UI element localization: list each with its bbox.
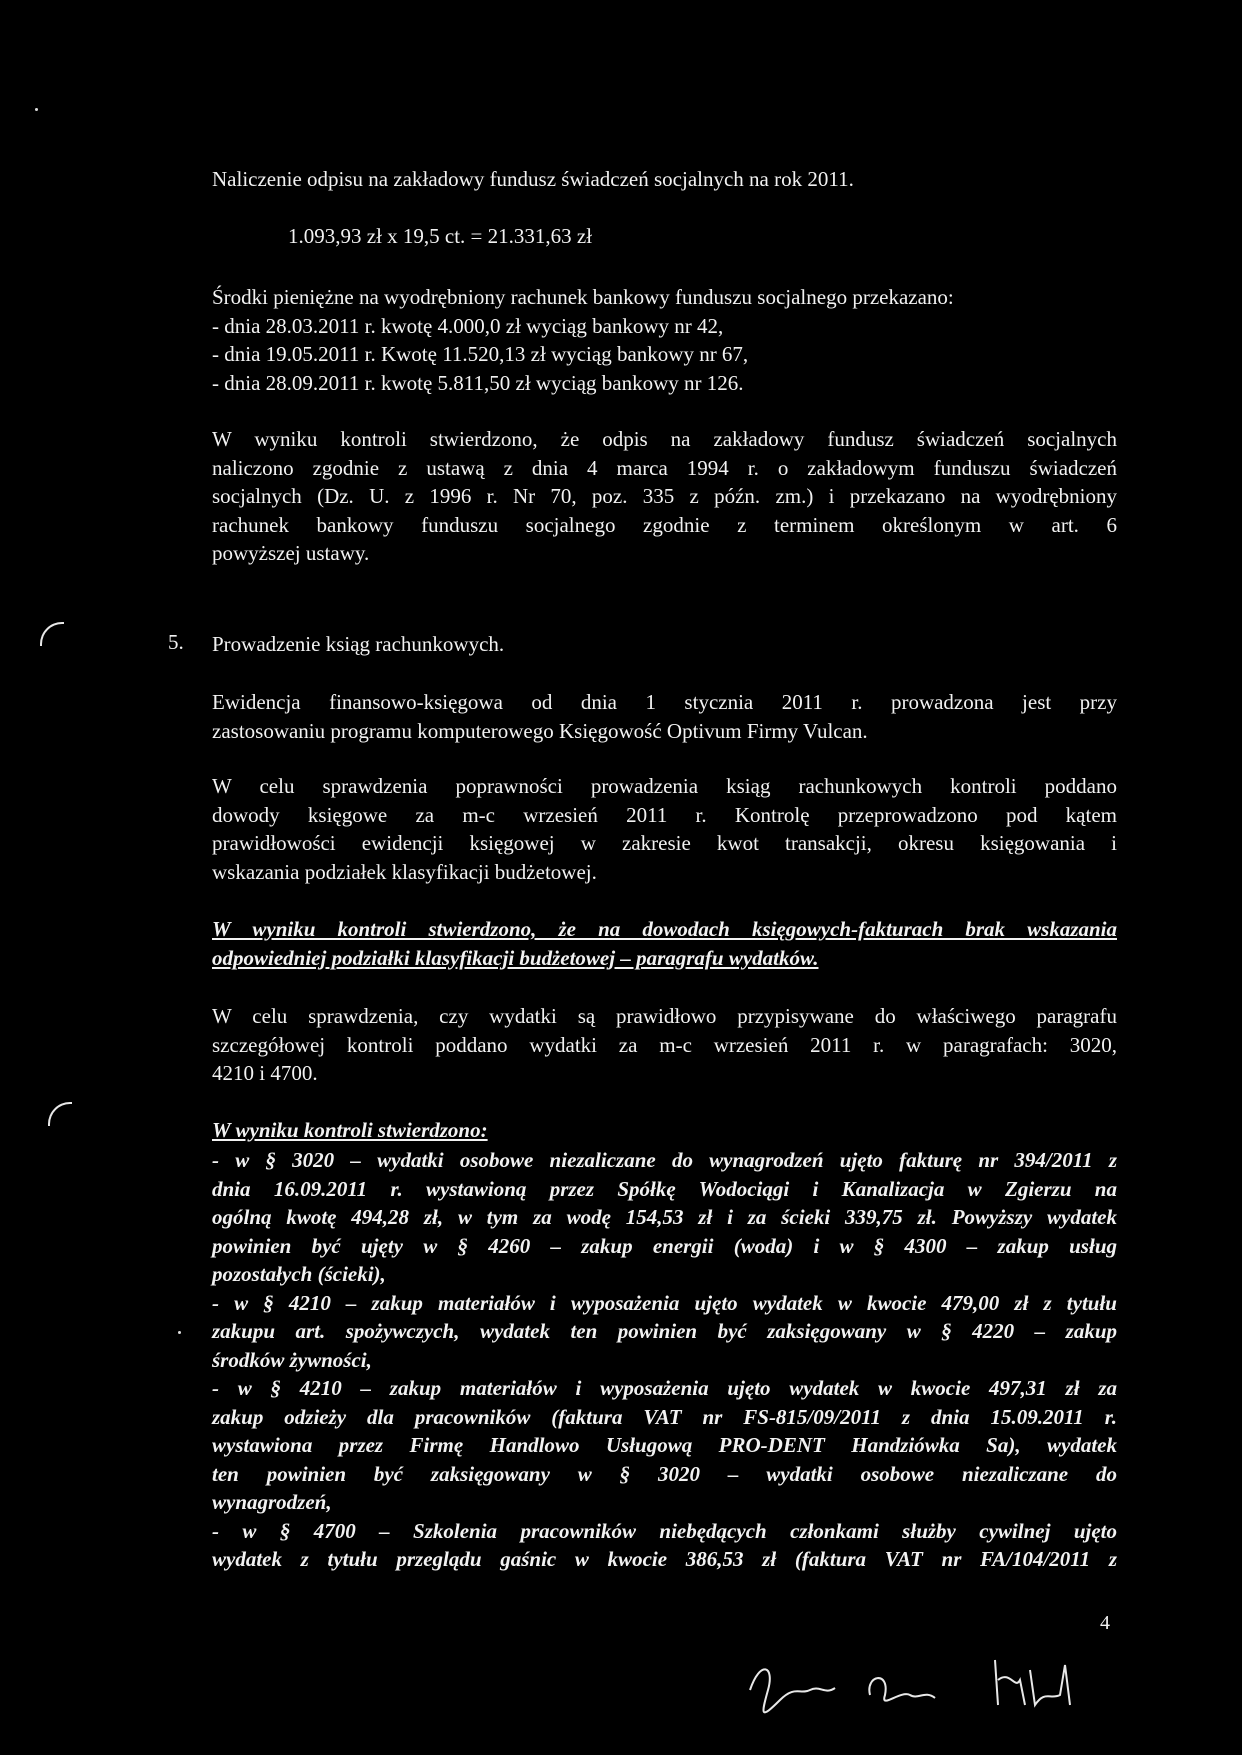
section-title: Prowadzenie ksiąg rachunkowych. bbox=[212, 632, 505, 656]
text-line: wydatek z tytułu przeglądu gaśnic w kwocie 386,53 zł (faktura VAT nr FA/104/2011 z bbox=[212, 1547, 1117, 1571]
control-paragraph-1 bbox=[212, 425, 1117, 568]
text-line: powyższej ustawy. bbox=[212, 541, 370, 565]
page-number: 4 bbox=[1100, 1612, 1110, 1634]
text-line: wystawiona przez Firmę Handlowo Usługową PRO-DENT Handziówka Sa), wydatek bbox=[212, 1433, 1117, 1457]
scan-speck bbox=[35, 108, 38, 111]
records-paragraph bbox=[212, 688, 1117, 745]
transfer-item: - dnia 28.03.2011 r. kwotę 4.000,0 zł wyciąg bankowy nr 42, bbox=[212, 313, 724, 338]
transfers-section bbox=[212, 283, 1117, 397]
transfer-item: - dnia 19.05.2011 r. Kwotę 11.520,13 zł wyciąg bankowy nr 67, bbox=[212, 342, 749, 366]
text-line: W wyniku kontroli stwierdzono, że na dowodach księgowych-fakturach brak wskazania bbox=[212, 917, 1117, 941]
text-line: W wyniku kontroli stwierdzono, że odpis na zakładowy fundusz świadczeń socjalnych bbox=[212, 427, 1117, 451]
text-line: - w § 4210 – zakup materiałów i wyposażenia ujęto wydatek w kwocie 479,00 zł z tytułu bbox=[212, 1290, 1117, 1315]
text-line: socjalnych (Dz. U. z 1996 r. Nr 70, poz. 335 z późn. zm.) i przekazano na wyodrębniony bbox=[212, 484, 1117, 508]
hole-punch-mark-top bbox=[40, 622, 64, 646]
text-line: zastosowaniu programu komputerowego Księgowość Optivum Firmy Vulcan. bbox=[212, 718, 868, 743]
text-line: 4210 i 4700. bbox=[212, 1061, 318, 1085]
finding-2-list bbox=[212, 1146, 1117, 1574]
text-line: naliczono zgodnie z ustawą z dnia 4 marca 1994 r. o zakładowym funduszu świadczeń bbox=[212, 455, 1117, 480]
scan-speck bbox=[178, 1331, 181, 1334]
allowance-heading: Naliczenie odpisu na zakładowy fundusz świadczeń socjalnych na rok 2011. bbox=[212, 167, 854, 191]
text-line: powinien być ujęty w § 4260 – zakup energii (woda) i w § 4300 – zakup usług bbox=[212, 1233, 1117, 1258]
allowance-formula: 1.093,93 zł x 19,5 ct. = 21.331,63 zł bbox=[288, 224, 593, 248]
text-line: prawidłowości ewidencji księgowej w zakresie kwot transakcji, okresu księgowania i bbox=[212, 831, 1117, 855]
text-line: Ewidencja finansowo-księgowa od dnia 1 stycznia 2011 r. prowadzona jest przy bbox=[212, 690, 1117, 714]
text-line: ogólną kwotę 494,28 zł, w tym za wodę 154,53 zł i za ścieki 339,75 zł. Powyższy wydatek bbox=[212, 1205, 1117, 1229]
transfer-item: - dnia 28.09.2011 r. kwotę 5.811,50 zł wyciąg bankowy nr 126. bbox=[212, 370, 744, 395]
text-line: zakupu art. spożywczych, wydatek ten powinien być zaksięgowany w § 4220 – zakup bbox=[212, 1319, 1117, 1343]
text-line: dnia 16.09.2011 r. wystawioną przez Spółkę Wodociągi i Kanalizacja w Zgierzu na bbox=[212, 1176, 1117, 1201]
text-line: W celu sprawdzenia poprawności prowadzenia ksiąg rachunkowych kontroli poddano bbox=[212, 774, 1117, 798]
expenses-paragraph bbox=[212, 1002, 1117, 1088]
text-line: szczegółowej kontroli poddano wydatki za m-c wrzesień 2011 r. w paragrafach: 3020, bbox=[212, 1032, 1117, 1057]
hole-punch-mark-bottom bbox=[48, 1102, 72, 1126]
text-line: wskazania podziałek klasyfikacji budżetowej. bbox=[212, 859, 597, 884]
text-line: - w § 3020 – wydatki osobowe niezaliczane do wynagrodzeń ujęto fakturę nr 394/2011 z bbox=[212, 1148, 1117, 1172]
text-line: zakup odzieży dla pracowników (faktura VAT nr FS-815/09/2011 z dnia 15.09.2011 r. bbox=[212, 1404, 1117, 1429]
text-line: rachunek bankowy funduszu socjalnego zgodnie z terminem określonym w art. 6 bbox=[212, 512, 1117, 537]
text-line: W celu sprawdzenia, czy wydatki są prawidłowo przypisywane do właściwego paragrafu bbox=[212, 1004, 1117, 1028]
text-line: pozostałych (ścieki), bbox=[212, 1262, 386, 1286]
verify-paragraph bbox=[212, 772, 1117, 886]
signature-2 bbox=[869, 1678, 935, 1701]
transfers-intro: Środki pieniężne na wyodrębniony rachunek bankowy funduszu socjalnego przekazano: bbox=[212, 285, 954, 309]
text-line: ten powinien być zaksięgowany w § 3020 – wydatki osobowe niezaliczane do bbox=[212, 1461, 1117, 1486]
signature-1 bbox=[750, 1669, 835, 1712]
handwritten-signatures bbox=[740, 1650, 1120, 1730]
finding-2-title: W wyniku kontroli stwierdzono: bbox=[212, 1118, 488, 1142]
text-line: odpowiedniej podziałki klasyfikacji budżetowej – paragrafu wydatków. bbox=[212, 945, 819, 970]
section-number: 5. bbox=[168, 630, 184, 654]
signature-3 bbox=[995, 1660, 1070, 1705]
text-line: dowody księgowe za m-c wrzesień 2011 r. Kontrolę przeprowadzono pod kątem bbox=[212, 802, 1117, 827]
text-line: wynagrodzeń, bbox=[212, 1490, 332, 1514]
text-line: - w § 4700 – Szkolenia pracowników niebędących członkami służby cywilnej ujęto bbox=[212, 1518, 1117, 1543]
text-line: środków żywności, bbox=[212, 1347, 372, 1372]
text-line: - w § 4210 – zakup materiałów i wyposażenia ujęto wydatek w kwocie 497,31 zł za bbox=[212, 1376, 1117, 1400]
finding-1 bbox=[212, 915, 1117, 972]
